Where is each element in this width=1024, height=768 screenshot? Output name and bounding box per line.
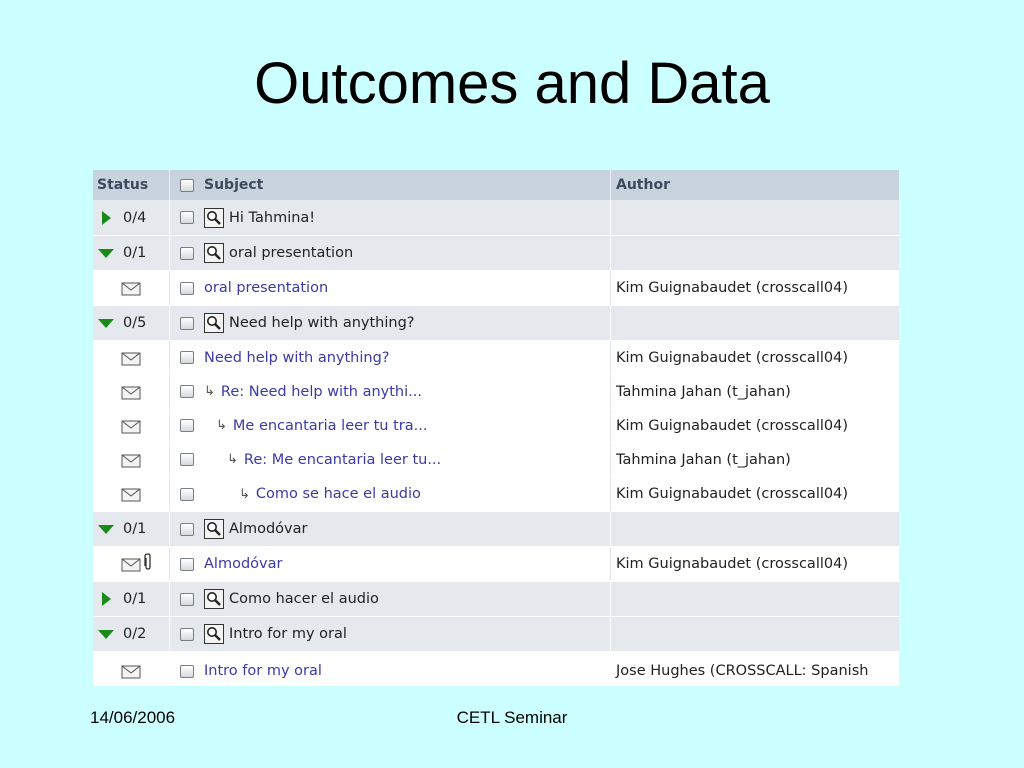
subject-text: Re: Need help with anythi... — [220, 383, 422, 400]
author-text — [610, 512, 899, 546]
unread-count: 0/5 — [123, 315, 147, 331]
subject-text: Re: Me encantaria leer tu... — [243, 451, 442, 468]
table-row[interactable] — [93, 200, 899, 236]
discussion-board-screenshot — [93, 170, 899, 679]
thread-subject[interactable] — [204, 306, 610, 340]
author-column-header[interactable]: Author — [616, 177, 670, 193]
checkbox-icon — [180, 211, 194, 224]
envelope-icon — [118, 443, 169, 476]
unread-count: 0/1 — [123, 245, 147, 261]
select-all-checkbox[interactable] — [169, 170, 204, 200]
checkbox-icon — [180, 317, 194, 330]
row-checkbox[interactable] — [169, 271, 204, 305]
row-checkbox[interactable] — [169, 512, 204, 546]
checkbox-icon — [180, 593, 194, 606]
author-text — [610, 582, 899, 616]
subject-text: Intro for my oral — [229, 626, 347, 642]
status-column-header[interactable]: Status — [97, 177, 149, 193]
author-text: Kim Guignabaudet (crosscall04) — [616, 280, 848, 296]
envelope-icon — [118, 341, 169, 374]
thread-subject[interactable] — [204, 512, 610, 546]
unread-count: 0/1 — [123, 521, 147, 537]
subject-text: Almodóvar — [204, 556, 283, 572]
table-row[interactable] — [93, 375, 899, 409]
triangle-down-icon[interactable] — [93, 306, 118, 340]
subject-link[interactable] — [204, 271, 610, 305]
checkbox-icon — [180, 179, 194, 192]
row-checkbox[interactable] — [169, 443, 204, 476]
footer-date: 14/06/2006 — [90, 708, 176, 727]
table-row[interactable] — [93, 271, 899, 306]
reply-arrow-icon: ↳ — [227, 452, 238, 467]
subject-link[interactable] — [204, 375, 610, 408]
table-row[interactable] — [93, 582, 899, 617]
triangle-right-icon[interactable] — [93, 200, 118, 235]
author-text: Jose Hughes (CROSSCALL: Spanish — [616, 663, 869, 679]
thread-subject[interactable] — [204, 236, 610, 270]
subject-link[interactable] — [204, 547, 610, 581]
magnifier-icon[interactable] — [204, 243, 224, 263]
subject-text: Need help with anything? — [204, 349, 390, 366]
author-text — [610, 617, 899, 651]
subject-text: Hi Tahmina! — [229, 209, 316, 226]
checkbox-icon — [180, 488, 194, 501]
row-checkbox[interactable] — [169, 200, 204, 235]
checkbox-icon — [180, 385, 194, 398]
magnifier-icon[interactable] — [204, 313, 224, 333]
subject-text: Me encantaria leer tu tra... — [232, 417, 428, 434]
row-checkbox[interactable] — [169, 375, 204, 408]
subject-link[interactable] — [204, 443, 610, 476]
subject-text: Almodóvar — [229, 521, 308, 537]
envelope-icon — [118, 656, 169, 686]
slide-title: Outcomes and Data — [254, 51, 770, 116]
checkbox-icon — [180, 453, 194, 466]
checkbox-icon — [180, 665, 194, 678]
subject-link[interactable]: Intro for my oral — [204, 663, 322, 679]
checkbox-icon — [180, 419, 194, 432]
paperclip-icon — [143, 553, 153, 575]
checkbox-icon — [180, 628, 194, 641]
checkbox-icon — [180, 523, 194, 536]
checkbox-icon — [180, 558, 194, 571]
subject-link[interactable] — [204, 477, 610, 511]
envelope-icon — [118, 271, 169, 305]
subject-text: oral presentation — [229, 245, 354, 261]
unread-count: 0/2 — [123, 626, 147, 642]
author-text: Kim Guignabaudet (crosscall04) — [616, 349, 848, 366]
author-text: Tahmina Jahan (t_jahan) — [616, 383, 791, 400]
footer-title: CETL Seminar — [456, 708, 568, 727]
author-text: Kim Guignabaudet (crosscall04) — [616, 486, 848, 502]
author-text — [610, 200, 899, 235]
envelope-icon — [118, 477, 169, 511]
row-checkbox[interactable] — [169, 341, 204, 374]
envelope-icon — [118, 547, 169, 581]
triangle-right-icon[interactable] — [93, 582, 118, 616]
checkbox-icon — [180, 282, 194, 295]
table-row[interactable] — [93, 341, 899, 375]
author-text: Kim Guignabaudet (crosscall04) — [616, 417, 848, 434]
table-row[interactable] — [93, 547, 899, 582]
row-checkbox[interactable] — [169, 656, 204, 686]
thread-subject[interactable] — [204, 200, 610, 235]
magnifier-icon[interactable] — [204, 208, 224, 228]
table-row-cutoff[interactable] — [93, 656, 899, 686]
magnifier-icon[interactable] — [204, 519, 224, 539]
subject-link[interactable] — [204, 409, 610, 442]
author-text — [610, 306, 899, 340]
table-row[interactable] — [93, 306, 899, 341]
table-row[interactable] — [93, 617, 899, 652]
reply-arrow-icon: ↳ — [216, 418, 227, 433]
author-text — [610, 236, 899, 270]
subject-text: oral presentation — [204, 280, 329, 296]
envelope-icon — [118, 409, 169, 442]
row-checkbox[interactable] — [169, 477, 204, 511]
thread-subject[interactable] — [204, 617, 610, 651]
table-header — [93, 170, 899, 200]
table-row[interactable] — [93, 512, 899, 547]
row-checkbox[interactable] — [169, 409, 204, 442]
reply-arrow-icon: ↳ — [239, 486, 250, 502]
subject-text: Need help with anything? — [229, 315, 415, 331]
magnifier-icon[interactable] — [204, 589, 224, 609]
table-row[interactable] — [93, 477, 899, 512]
row-checkbox[interactable] — [169, 617, 204, 651]
row-checkbox[interactable] — [169, 236, 204, 270]
magnifier-icon[interactable] — [204, 624, 224, 644]
unread-count: 0/4 — [123, 209, 147, 226]
row-checkbox[interactable] — [169, 547, 204, 581]
table-row[interactable] — [93, 409, 899, 443]
row-checkbox[interactable] — [169, 582, 204, 616]
row-checkbox[interactable] — [169, 306, 204, 340]
subject-text: Como se hace el audio — [255, 486, 421, 502]
triangle-down-icon[interactable] — [93, 617, 118, 651]
subject-link[interactable] — [204, 341, 610, 374]
triangle-down-icon[interactable] — [93, 236, 118, 270]
checkbox-icon — [180, 351, 194, 364]
table-row[interactable] — [93, 236, 899, 271]
triangle-down-icon[interactable] — [93, 512, 118, 546]
author-text: Tahmina Jahan (t_jahan) — [616, 451, 791, 468]
author-text: Kim Guignabaudet (crosscall04) — [616, 556, 848, 572]
unread-count: 0/1 — [123, 591, 147, 607]
thread-subject[interactable] — [204, 582, 610, 616]
subject-text: Como hacer el audio — [229, 591, 379, 607]
reply-arrow-icon: ↳ — [204, 384, 215, 399]
table-row[interactable] — [93, 443, 899, 477]
subject-column-header[interactable]: Subject — [204, 177, 264, 193]
envelope-icon — [118, 375, 169, 408]
checkbox-icon — [180, 247, 194, 260]
